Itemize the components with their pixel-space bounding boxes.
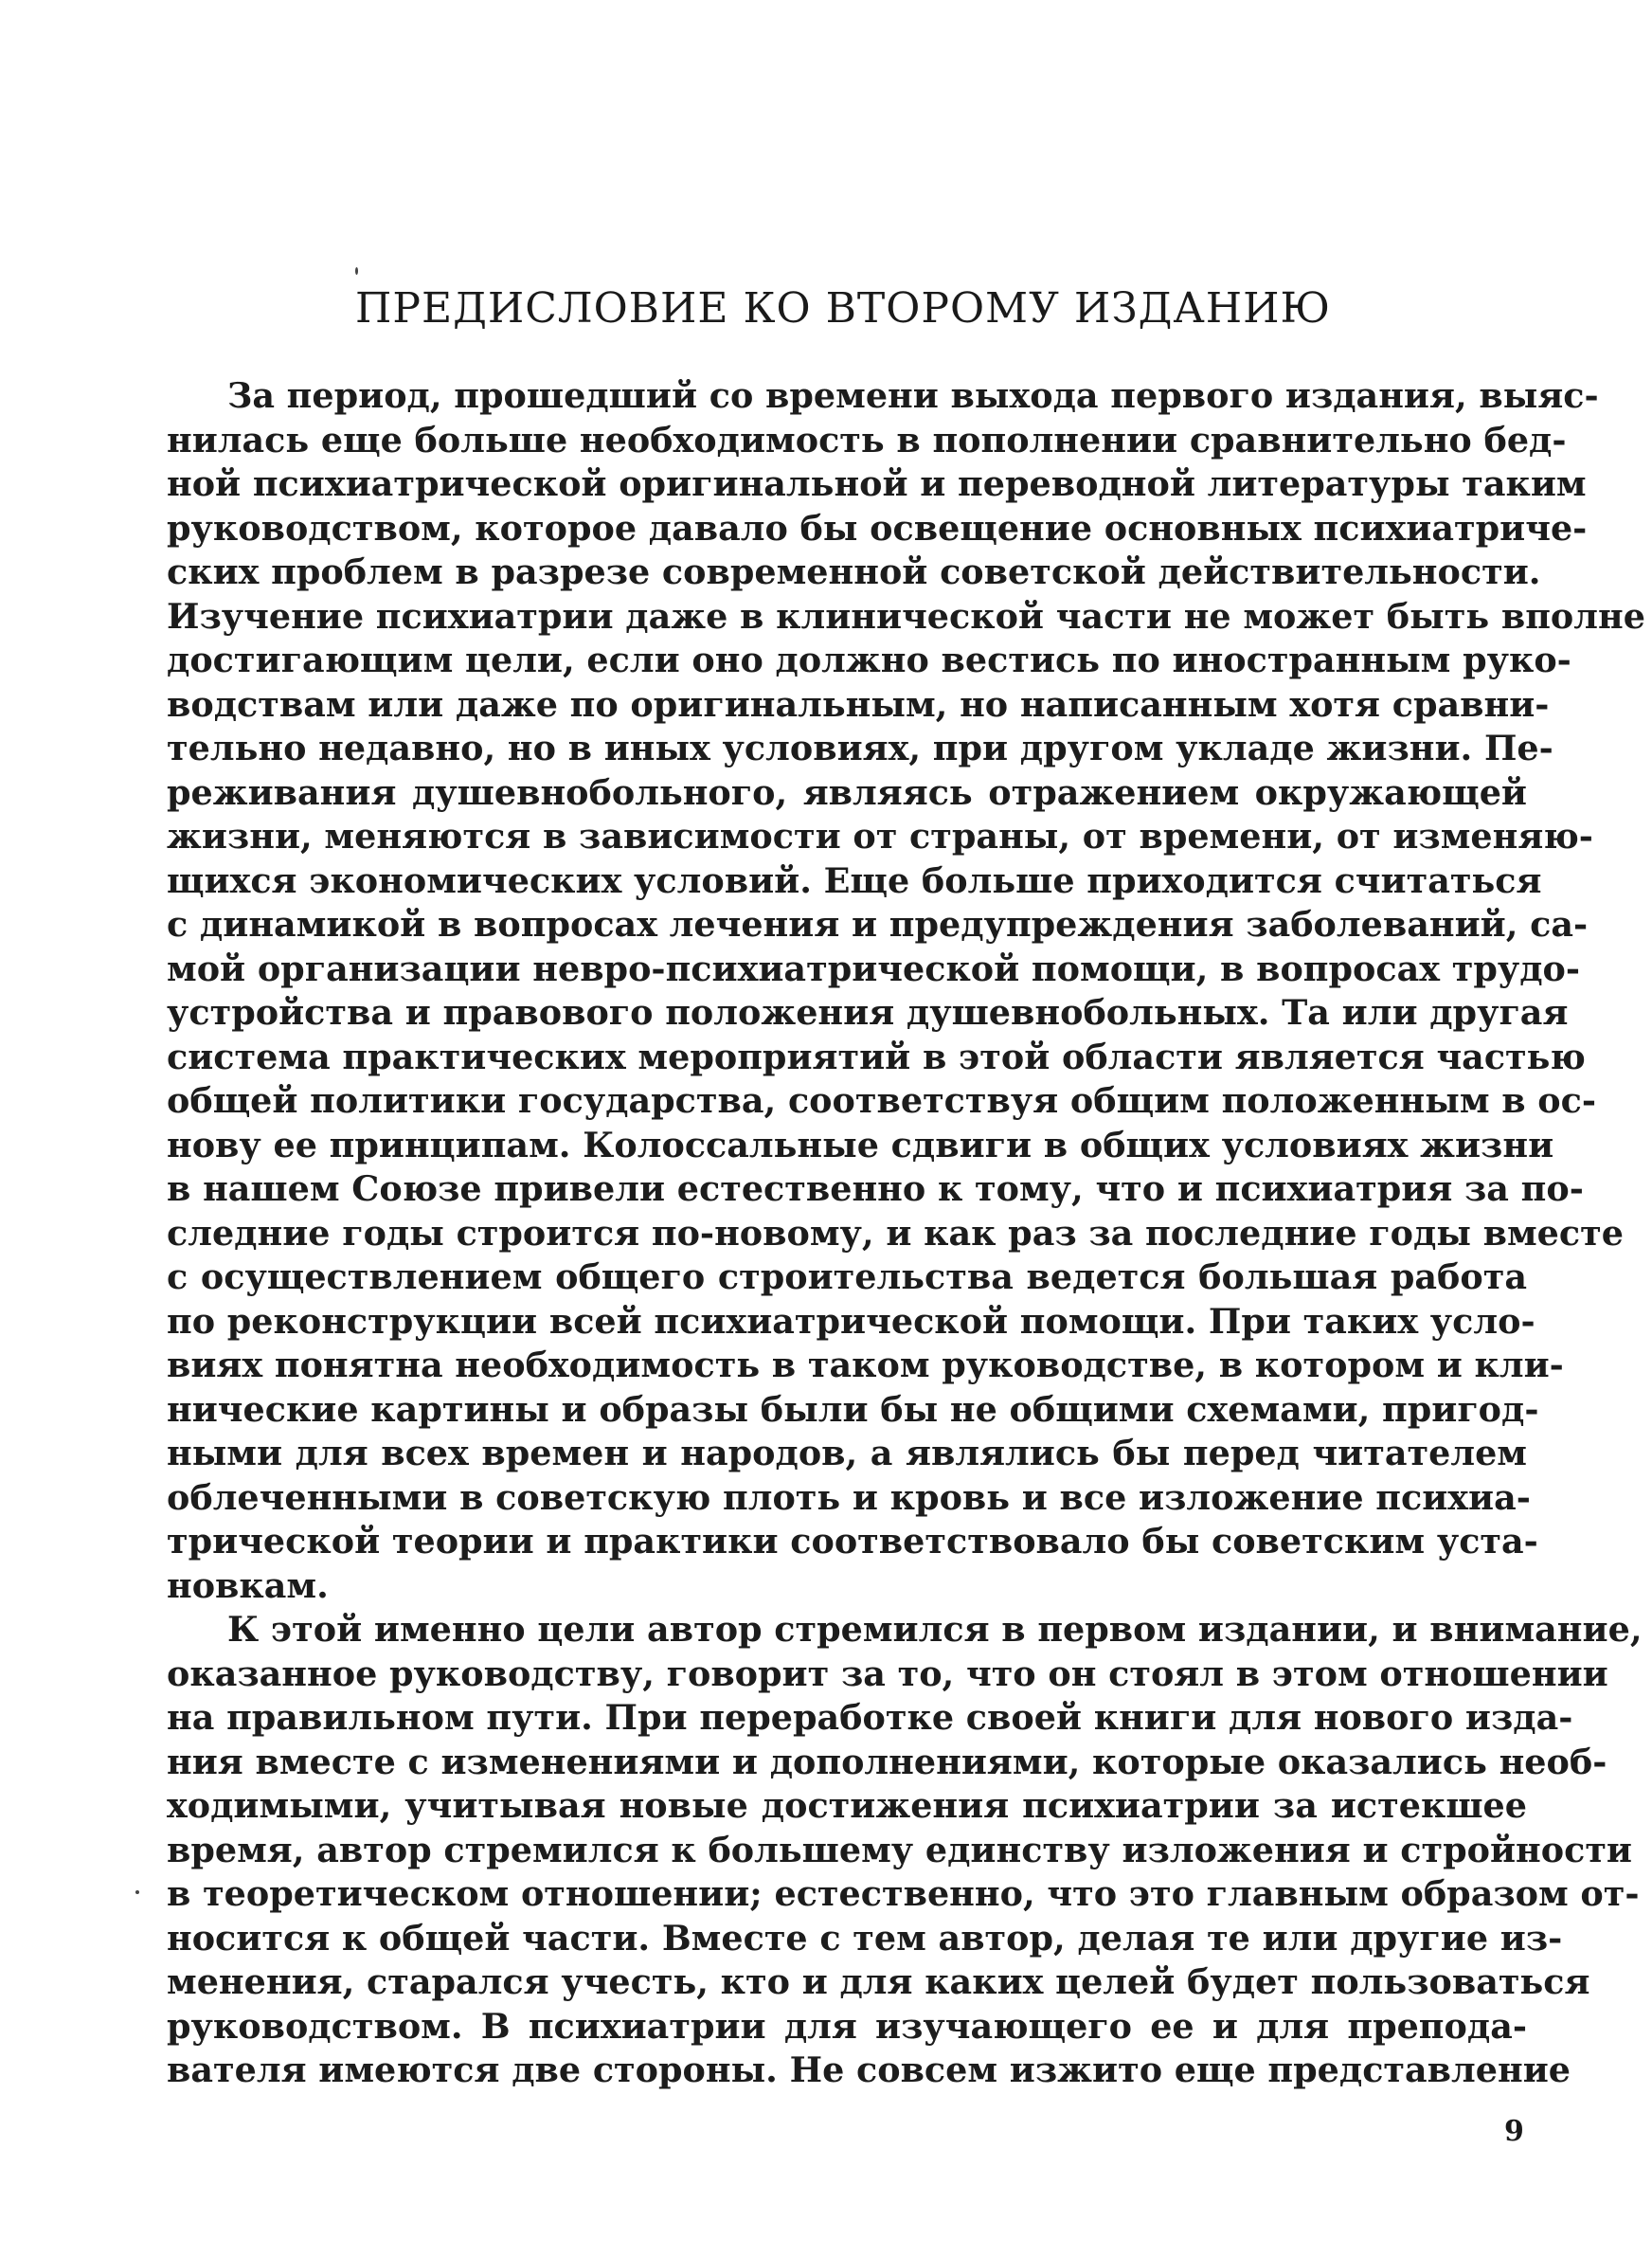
text-line: на правильном пути. При переработке своей книги для нового изда-	[167, 1697, 1573, 1738]
body-text	[167, 374, 1645, 2093]
text-line: достигающим цели, если оно должно вестись по иностранным руко-	[167, 640, 1571, 680]
text-line: оказанное руководству, говорит за то, что он стоял в этом отношении	[167, 1652, 1608, 1694]
text-line: виях понятна необходимость в таком руководстве, в котором и кли-	[167, 1345, 1564, 1385]
text-line: ной психиатрической оригинальной и переводной литературы таким	[167, 463, 1587, 504]
text-line: время, автор стремился к большему единству изложения и стройности	[167, 1829, 1633, 1870]
text-line: с динамикой в вопросах лечения и предупреждения заболеваний, са-	[167, 904, 1589, 945]
text-line: К этой именно цели автор стремился в первом издании, и внимание,	[227, 1609, 1643, 1650]
text-line: облеченными в советскую плоть и кровь и все изложение психиа-	[167, 1476, 1531, 1518]
text-line: нову ее принципам. Колоссальные сдвиги в общих условиях жизни	[167, 1124, 1554, 1165]
text-line: в теоретическом отношении; естественно, что это главным образом от-	[167, 1873, 1640, 1914]
page-title: ПРЕДИСЛОВИЕ КО ВТОРОМУ ИЗДАНИЮ	[354, 284, 1331, 333]
text-line: За период, прошедший со времени выхода первого издания, выяс-	[227, 375, 1599, 416]
text-line: щихся экономических условий. Еще больше приходится считаться	[167, 859, 1542, 901]
text-line: в нашем Союзе привели естественно к тому, что и психиатрия за по-	[167, 1168, 1584, 1209]
text-line: устройства и правового положения душевнобольных. Та или другая	[167, 992, 1569, 1033]
text-line: руководством. В психиатрии для изучающего ее и для препода-	[167, 2005, 1527, 2047]
text-line: менения, старался учесть, кто и для каких целей будет пользоваться	[167, 1961, 1590, 2002]
text-line: следние годы строится по-новому, и как раз за последние годы вместе	[167, 1212, 1624, 1254]
text-line: реживания душевнобольного, являясь отражением окружающей	[167, 771, 1527, 813]
text-line: общей политики государства, соответствуя общим положенным в ос-	[167, 1080, 1597, 1121]
text-line: носится к общей части. Вместе с тем автор, делая те или другие из-	[167, 1917, 1563, 1959]
paragraph	[167, 1608, 1643, 2093]
text-line: Изучение психиатрии даже в клинической части не может быть вполне	[167, 595, 1645, 637]
text-line: жизни, меняются в зависимости от страны, от времени, от изменяю-	[167, 816, 1593, 857]
text-line: ния вместе с изменениями и дополнениями, которые оказались необ-	[167, 1741, 1607, 1782]
text-line: руководством, которое давало бы освещение основных психиатриче-	[167, 507, 1588, 549]
text-line: трической теории и практики соответствовало бы советским уста-	[167, 1521, 1538, 1562]
text-line: ходимыми, учитывая новые достижения психиатрии за истекшее	[167, 1785, 1527, 1826]
page-number: 9	[1504, 2115, 1524, 2148]
text-line: ских проблем в разрезе современной советской действительности.	[167, 551, 1541, 592]
text-line: с осуществлением общего строительства ведется большая работа	[167, 1256, 1527, 1297]
text-line: мой организации невро-психиатрической помощи, в вопросах трудо-	[167, 948, 1581, 989]
text-line: новкам.	[167, 1564, 329, 1606]
text-line: система практических мероприятий в этой области является частью	[167, 1036, 1586, 1077]
scan-speck	[355, 267, 358, 275]
text-line: водствам или даже по оригинальным, но написанным хотя сравни-	[167, 683, 1550, 725]
scan-speck	[135, 1890, 139, 1894]
text-line: по реконструкции всей психиатрической помощи. При таких усло-	[167, 1300, 1535, 1342]
text-line: ными для всех времен и народов, а являлись бы перед читателем	[167, 1433, 1527, 1473]
paragraph	[167, 374, 1645, 1608]
text-line: нилась еще больше необходимость в пополнении сравнительно бед-	[167, 419, 1567, 460]
text-line: тельно недавно, но в иных условиях, при другом укладе жизни. Пе-	[167, 728, 1553, 768]
text-line: вателя имеются две стороны. Не совсем изжито еще представление	[167, 2049, 1571, 2090]
text-line: нические картины и образы были бы не общими схемами, пригод-	[167, 1388, 1539, 1430]
